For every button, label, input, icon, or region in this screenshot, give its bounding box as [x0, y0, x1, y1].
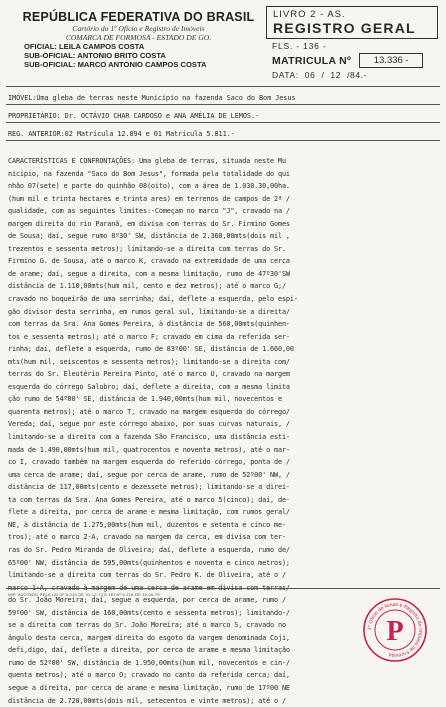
matricula-row: [266, 53, 438, 68]
divider: [6, 104, 440, 105]
date-row: DATA: 06 / 12 /84.-: [272, 70, 368, 80]
body-text-line: defi,digo, daí, deflete a direita, por cerca de arame e mesma limitação: [8, 646, 290, 655]
cartorio-line: Cartório do 1º Ofício e Registro de Imóveis: [72, 24, 205, 33]
body-text-line: ta com terras da Sra. Ana Gomes Pereira, até o marco 5(cinco); daí, de-: [8, 495, 290, 504]
body-text-line: esquerda do córrego Salobro; daí, deflete a direita, com a mesma limita: [8, 382, 290, 391]
matricula-label: MATRICULA Nº: [272, 54, 352, 67]
body-text-line: uma cerca de arame; daí, segue por cerca de arame, rumo de 52º00' NW, /: [8, 470, 290, 479]
body-text-line: qualidade, com as seguintes limites:-Começam no marco "J", cravado na /: [8, 207, 290, 216]
officer-line: OFICIAL: LEILA CAMPOS COSTA: [24, 42, 145, 51]
body-text-line: tos e sessenta metros); até o marco F; cravado em cima da referida ser-: [8, 332, 290, 341]
registro-geral-label: REGISTRO GERAL: [273, 20, 416, 36]
date-day: 06: [304, 70, 316, 80]
body-text-line: quarenta metros); até o marco T, cravado na margem esquerda do córrego/: [8, 407, 290, 416]
notary-seal-stamp: [362, 597, 428, 663]
body-text-line: do Sr. João Moreira; daí, segue a esquerda, por cerca de arame, rumo /: [8, 596, 286, 605]
divider: [6, 122, 440, 123]
body-text-line: Vereda; daí, segue por este córrego abaixo, por suas curvas naturais, /: [8, 420, 290, 429]
comarca-line: COMARCA DE FORMOSA - ESTADO DE GO.: [65, 33, 212, 42]
body-text-line: nhão 07(sete) e parte do quinhão 08(oito), com a área de 1.030.30,00ha.: [8, 182, 290, 191]
footer-legal-note: IMP. ADOTADO PELA LEI Nº 6.015 DE 31-12-73 E LEI Nº 6.216 DE 30-06-75: [8, 592, 160, 597]
matricula-number: 13.336 -: [359, 53, 423, 68]
body-text-line: ângulo desta cerca, margem direita do esgoto da vargem denominada Coji,: [8, 633, 290, 642]
body-text-line: 59º00' SW, distância de 160,00mts(cento e sessenta metros); limitando-/: [8, 608, 290, 617]
officer-line: SUB-OFICIAL: ANTONIO BRITO COSTA: [24, 51, 166, 60]
body-text-line: gão divisor desta serrinha, em rumos geral sul, limitando-se a direita/: [8, 307, 290, 316]
body-text-line: ção rumo de 54º00' SE, distância de 1.940,00mts(hum mil, novecentos e: [8, 395, 282, 404]
seal-initial: P: [386, 616, 404, 647]
body-text-line: CARACTERÍSTICAS E CONFRONTAÇÕES: Uma gleba de terras, situada neste Mu: [8, 157, 286, 165]
republic-title: REPÚBLICA FEDERATIVA DO BRASIL: [22, 10, 255, 24]
body-text-line: rumo de 52º00' SW, distância de 1.950,00mts(hum mil, novecentos e cin-/: [8, 658, 290, 667]
body-text-line: nicípio, na fazenda "Saco do Bom Jesus", formada pela totalidade do qui: [8, 169, 290, 178]
body-text-line: ras do Sr. Pedro Miranda de Oliveira; daí, deflete a esquerda, rumo de/: [8, 545, 290, 554]
body-text-line: mts(hum mil, seiscentos e sessenta metros); limitando-se a direita com/: [8, 357, 290, 366]
body-text-line: flete a direita, por cerca de arame e mesma limitação, com rumos geral/: [8, 508, 290, 517]
body-text-line: limitando-se a direita com terras do Sr. Pedro K. de Oliveira, até o /: [8, 571, 286, 580]
body-text-line: distância de 1.110,00mts(hum mil, cento e dez metros); até o marco G;/: [8, 282, 286, 291]
imovel-field: IMÓVEL:Uma gleba de terras neste Município na fazenda Saco do Bom Jesus: [8, 94, 296, 102]
body-text-line: tros); até o marco 2-A, cravado na margem da cerca, em divisa com ter-: [8, 533, 286, 542]
registry-letterhead: [16, 10, 261, 69]
folhas-number: FLS. - 136 -: [272, 41, 327, 51]
body-text-line: (hum mil e trinta hectares e trinta ares) em terrenos de campos de 2ª /: [8, 194, 290, 203]
body-text-line: mada de 1.490,00mts(hum mil, quatrocentos e noventa metros), até o mar-: [8, 445, 290, 454]
body-text-line: NE, à distância de 1.275,00mts(hum mil, duzentos e setenta e cinco me-: [8, 520, 286, 529]
body-text-line: margem direita do rio Paranã, em divisa com terras do Sr. Firmino Gomes: [8, 219, 290, 228]
body-text-line: distância de 2.720,00mts(dois mil, setecentos e vinte metros); até o /: [8, 696, 286, 705]
registro-anterior-field: REG. ANTERIOR:02 Matrícula 12.894 e 01 Matrícula 5.811.-: [8, 130, 235, 138]
livro-label: LIVRO 2 - AS.: [273, 9, 346, 20]
document-header: [8, 6, 438, 84]
body-text-line: rinha; daí, deflete a esquerda, rumo de 83º00' SE, distância de 1.660,00: [8, 345, 294, 354]
divider: [6, 588, 440, 589]
date-month: 12: [330, 70, 342, 80]
body-text-line: limitando-se a direita com a fazenda São Francisco, uma distância esti-: [8, 433, 290, 442]
body-text-line: trezentos e sessenta metros); limitando-se a direita com terras do Sr.: [8, 244, 286, 253]
divider: [6, 140, 440, 141]
body-text-line: se a direita com terras do Sr. João Moreira; até o marco S, cravado no: [8, 621, 286, 630]
body-text-line: distância de 117,00mts(cento e dezessete metros); limitando-se a direi-: [8, 483, 290, 492]
seal-ring-text: 1º Ofício de Notas e Registro de Imóveis de Formosa: [366, 601, 424, 659]
body-text-line: segue a direita, por cerca de arame e mesma limitação, rumo de 17º00 NE: [8, 683, 290, 692]
body-text-line: Firmino G. de Sousa, até o marco K, cravado na extremidade de uma cerca: [8, 257, 290, 266]
officer-line: SUB-OFICIAL: MARCO ANTONIO CAMPOS COSTA: [24, 60, 207, 69]
body-text-line: de arame; daí, segue a direita, com a mesma limitação, rumo de 47º30'SW: [8, 269, 290, 278]
body-text-line: 65º00' NW, distância de 595,00mts(quinhentos e noventa e cinco metros);: [8, 558, 290, 567]
proprietario-field: PROPRIETÁRIO: Dr. OCTÁVIO CHAR CARDOSO e ANA AMÉLIA DE LEMOS.-: [8, 112, 260, 120]
body-text-line: terras do Sr. Eleutério Pereira Pinto, até o marco U, cravado na margem: [8, 370, 290, 379]
body-text-line: com terras da Sra. Ana Gomes Pereira, à distância de 560,00mts(quinhen-: [8, 320, 290, 329]
date-year: /84.-: [347, 70, 368, 80]
livro-box: [266, 6, 438, 39]
divider: [6, 86, 440, 87]
body-text-line: co I, cravado também na margem esquerda do referido córrego, ponta de /: [8, 458, 290, 467]
date-label: DATA:: [272, 70, 299, 80]
registry-info-block: [266, 6, 438, 82]
body-text-line: marco 1-A, cravado à margem de uma cerca de arame em divisa com terras/: [8, 583, 290, 592]
body-text-line: de Sousa; daí, segue rumo 8º30' SW, distância de 2.360,00mts(dois mil ,: [8, 232, 290, 241]
body-text-line: cravado no boqueirão de uma serrinha; daí, deflete a esquerda, pelo espi-: [8, 295, 298, 304]
body-text-line: quenta metros); até o marco O; cravado no canto da referida cerca; daí,: [8, 671, 290, 680]
